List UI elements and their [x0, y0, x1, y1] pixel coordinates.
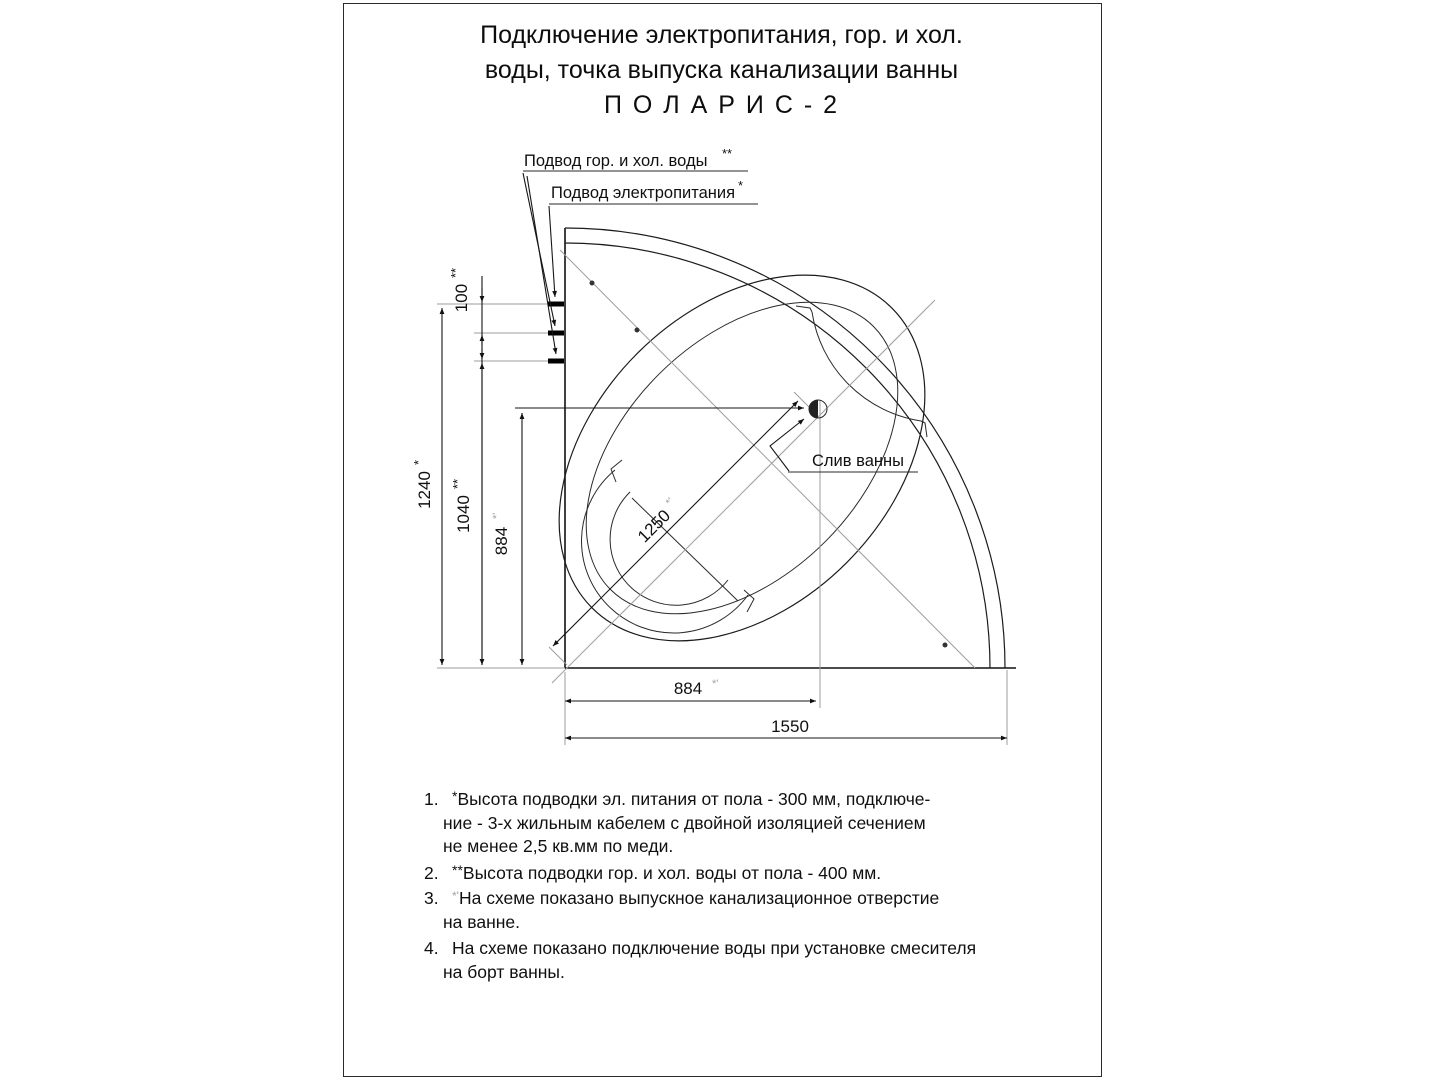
- dim-1040-sup: **: [450, 478, 465, 489]
- note-1-line-2: ние - 3-х жильным кабелем с двойной изоляцией сечением: [443, 812, 926, 833]
- note-3-number: 3.: [424, 888, 439, 908]
- note-1-line-3: не менее 2,5 кв.мм по меди.: [443, 836, 674, 856]
- dim-1240-value: 1240: [415, 471, 434, 509]
- dim-100: [448, 268, 471, 312]
- bathtub-bowl: [487, 203, 996, 712]
- note-1-number: 1.: [424, 789, 439, 809]
- notes-block: [424, 785, 1024, 984]
- dim-1240: [411, 460, 434, 509]
- title-line-1: Подключение электропитания, гор. и хол.: [480, 21, 963, 49]
- note-2-text: Высота подводки гор. и хол. воды от пола - 400 мм.: [462, 862, 882, 883]
- dim-1550-value: 1550: [771, 717, 809, 736]
- title-model-name: П О Л А Р И С - 2: [604, 91, 839, 119]
- note-4-line-1: [424, 934, 1024, 961]
- note-2-number: 2.: [424, 862, 439, 883]
- note-4-number: 4.: [424, 938, 439, 958]
- water-supply-sup: **: [722, 146, 733, 161]
- dim-100-value: 100: [452, 283, 471, 313]
- dim-1040-value: 1040: [454, 495, 473, 533]
- note-2-marker: **: [452, 861, 463, 878]
- note-3-marker: *': [452, 889, 459, 903]
- dim-100-sup: **: [448, 267, 463, 278]
- dim-1250-value: 1250: [634, 506, 675, 547]
- dim-884h-sup: *': [712, 678, 719, 690]
- drain-symbol: [809, 400, 827, 418]
- note-1-marker: *: [452, 788, 458, 804]
- water-supply-text: Подвод гор. и хол. воды: [524, 152, 708, 170]
- note-3-line-1: [424, 885, 1024, 911]
- dim-1240-sup: *: [411, 459, 426, 465]
- dim-1250: [633, 496, 683, 546]
- dim-884-horizontal: [674, 678, 719, 698]
- note-3-line-2: на ванне.: [443, 911, 521, 932]
- power-supply-sup: *: [738, 178, 744, 193]
- power-supply-label: [549, 178, 758, 204]
- water-supply-label: [523, 146, 748, 171]
- dim-884-vertical: [491, 513, 511, 556]
- note-4-text: На схеме показано подключение воды при установке смесителя: [452, 938, 977, 958]
- power-supply-text: Подвод электропитания: [551, 184, 736, 202]
- dim-line-1250: [553, 401, 798, 646]
- title-line-2: воды, точка выпуска канализации ванны: [484, 56, 959, 84]
- dim-884h-value: 884: [673, 679, 703, 698]
- dim-1250-sup: *': [663, 495, 677, 509]
- dim-1040: [450, 479, 473, 533]
- note-1-line-1: [424, 785, 1024, 812]
- drain-label: [788, 452, 918, 472]
- note-3-text: На схеме показано выпускное канализационное отверстие: [458, 888, 940, 908]
- note-4-line-2: на борт ванны.: [443, 961, 565, 982]
- dim-884v-value: 884: [492, 526, 511, 556]
- dim-884v-sup: *': [491, 512, 503, 519]
- note-2-line-1: [424, 859, 1024, 886]
- note-1-text: Высота подводки эл. питания от пола - 300 мм, подключе-: [457, 789, 931, 809]
- drain-label-text: Слив ванны: [812, 452, 904, 470]
- centerlines: [552, 250, 975, 708]
